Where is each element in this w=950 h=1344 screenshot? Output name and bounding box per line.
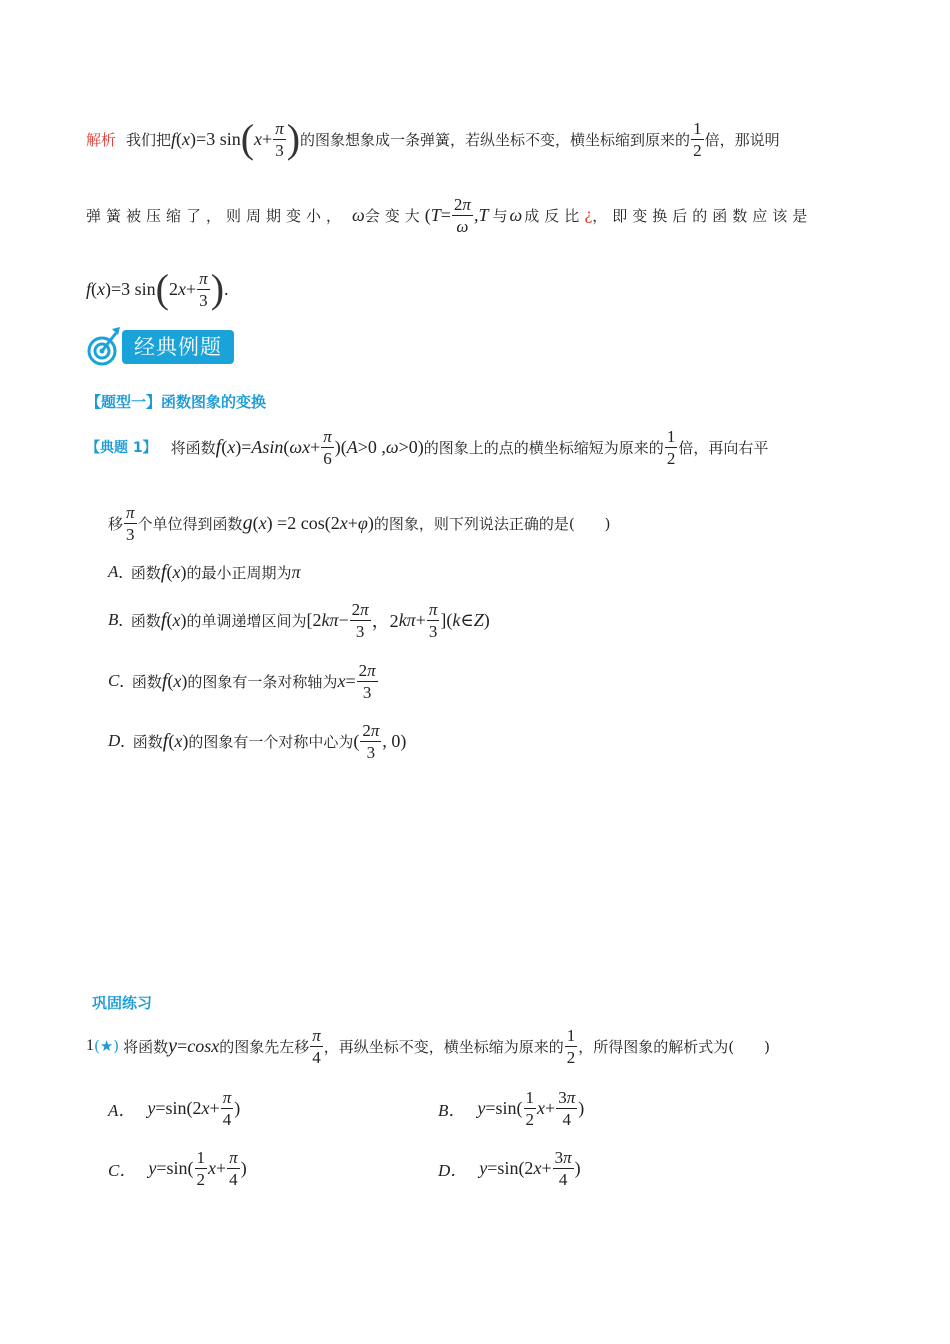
analysis-text: ，即变换后的函数应该是	[592, 206, 813, 225]
analysis-text: 与	[492, 206, 508, 225]
inverted-question-mark: ¿	[584, 206, 593, 224]
type-heading: 【题型一】函数图象的变换	[86, 393, 267, 411]
practice-option-a[interactable]: A． y =sin(2 x + $\frac{\pi}{4}$ )	[108, 1087, 241, 1129]
practice-option-c[interactable]: C． y =sin( $\frac{1}{2}$ x + $\frac{\pi}{4}$ )	[108, 1147, 247, 1189]
analysis-line-2: 弹簧被压缩了，则周期变小， ω 会变大 ( T = $\frac{2\pi}{\omega}$ , T 与 ω 成反比 ¿ ，即变换后的函数应该是	[86, 194, 813, 236]
star-difficulty: (★)	[94, 1037, 120, 1055]
target-arrow-icon	[86, 325, 122, 367]
option-d[interactable]: D . 函数 f ( x ) 的图象有一个对称中心为 ( $\frac{2\pi}{3}$ , 0)	[108, 720, 407, 762]
option-c[interactable]: C . 函数 f ( x ) 的图象有一条对称轴为 x = $\frac{2\pi}{3}$	[108, 660, 376, 702]
practice-heading: 巩固练习	[92, 994, 153, 1012]
fraction-1-2: $\frac{1}{2}$	[693, 118, 702, 160]
analysis-text: 我们把	[126, 130, 172, 149]
analysis-text: 倍，那说明	[704, 130, 780, 149]
section-banner: 经典例题	[122, 330, 234, 364]
fraction-2pi-omega: $\frac{2\pi}{\omega}$	[453, 194, 471, 236]
example-label: 【典题 1】	[86, 440, 157, 456]
example-stem-line-2: 移 $\frac{\pi}{3}$ 个单位得到函数 g ( x ) =2 cos(2 x + φ ) 的图象，则下列说法正确的是( )	[108, 502, 611, 544]
practice-option-d[interactable]: D． y =sin(2 x + $\frac{3\pi}{4}$ )	[438, 1147, 581, 1189]
analysis-label: 解析	[86, 130, 117, 149]
analysis-text: 会变大	[364, 206, 425, 225]
analysis-text: 弹簧被压缩了，则周期变小，	[86, 206, 347, 225]
analysis-text: 的图象想象成一条弹簧，若纵坐标不变，横坐标缩到原来的	[300, 130, 691, 149]
fraction-pi-3: $\frac{\pi}{3}$	[275, 118, 284, 160]
practice-option-b[interactable]: B． y =sin( $\frac{1}{2}$ x + $\frac{3\pi}{4}$ )	[438, 1087, 585, 1129]
analysis-line-1: 解析 我们把 f ( x )=3 sin ( x + $\frac{\pi}{3}$ ) 的图象想象成一条弹簧，若纵坐标不变，横坐标缩到原来的 $\frac{1}{2}$ 倍，那说明	[86, 116, 780, 161]
analysis-line-3: f ( x )=3 sin ( 2 x + $\frac{\pi}{3}$ ) .	[86, 266, 229, 311]
practice-question-1: 1 (★) 将函数 y = cosx 的图象先左移 $\frac{\pi}{4}$ ，再纵坐标不变，横坐标缩为原来的 $\frac{1}{2}$ ，所得图象的解析式为( )	[86, 1025, 770, 1067]
option-b[interactable]: B . 函数 f ( x ) 的单调递增区间为 [2 kπ − $\frac{2\pi}{3}$ ，2 kπ + $\frac{\pi}{3}$ ]( k ∈ Z )	[108, 599, 490, 641]
math-fx: f	[171, 128, 177, 149]
analysis-text: 成反比	[524, 206, 585, 225]
example-stem-line-1: 【典题 1】 将函数 f ( x )= Asin ( ωx + $\frac{\pi}{6}$ )( A >0 , ω >0) 的图象上的点的横坐标缩短为原来的 $\frac{1}{2}$ 倍，再向右平	[86, 426, 769, 468]
option-a[interactable]: A . 函数 f ( x ) 的最小正周期为 π	[108, 560, 301, 583]
